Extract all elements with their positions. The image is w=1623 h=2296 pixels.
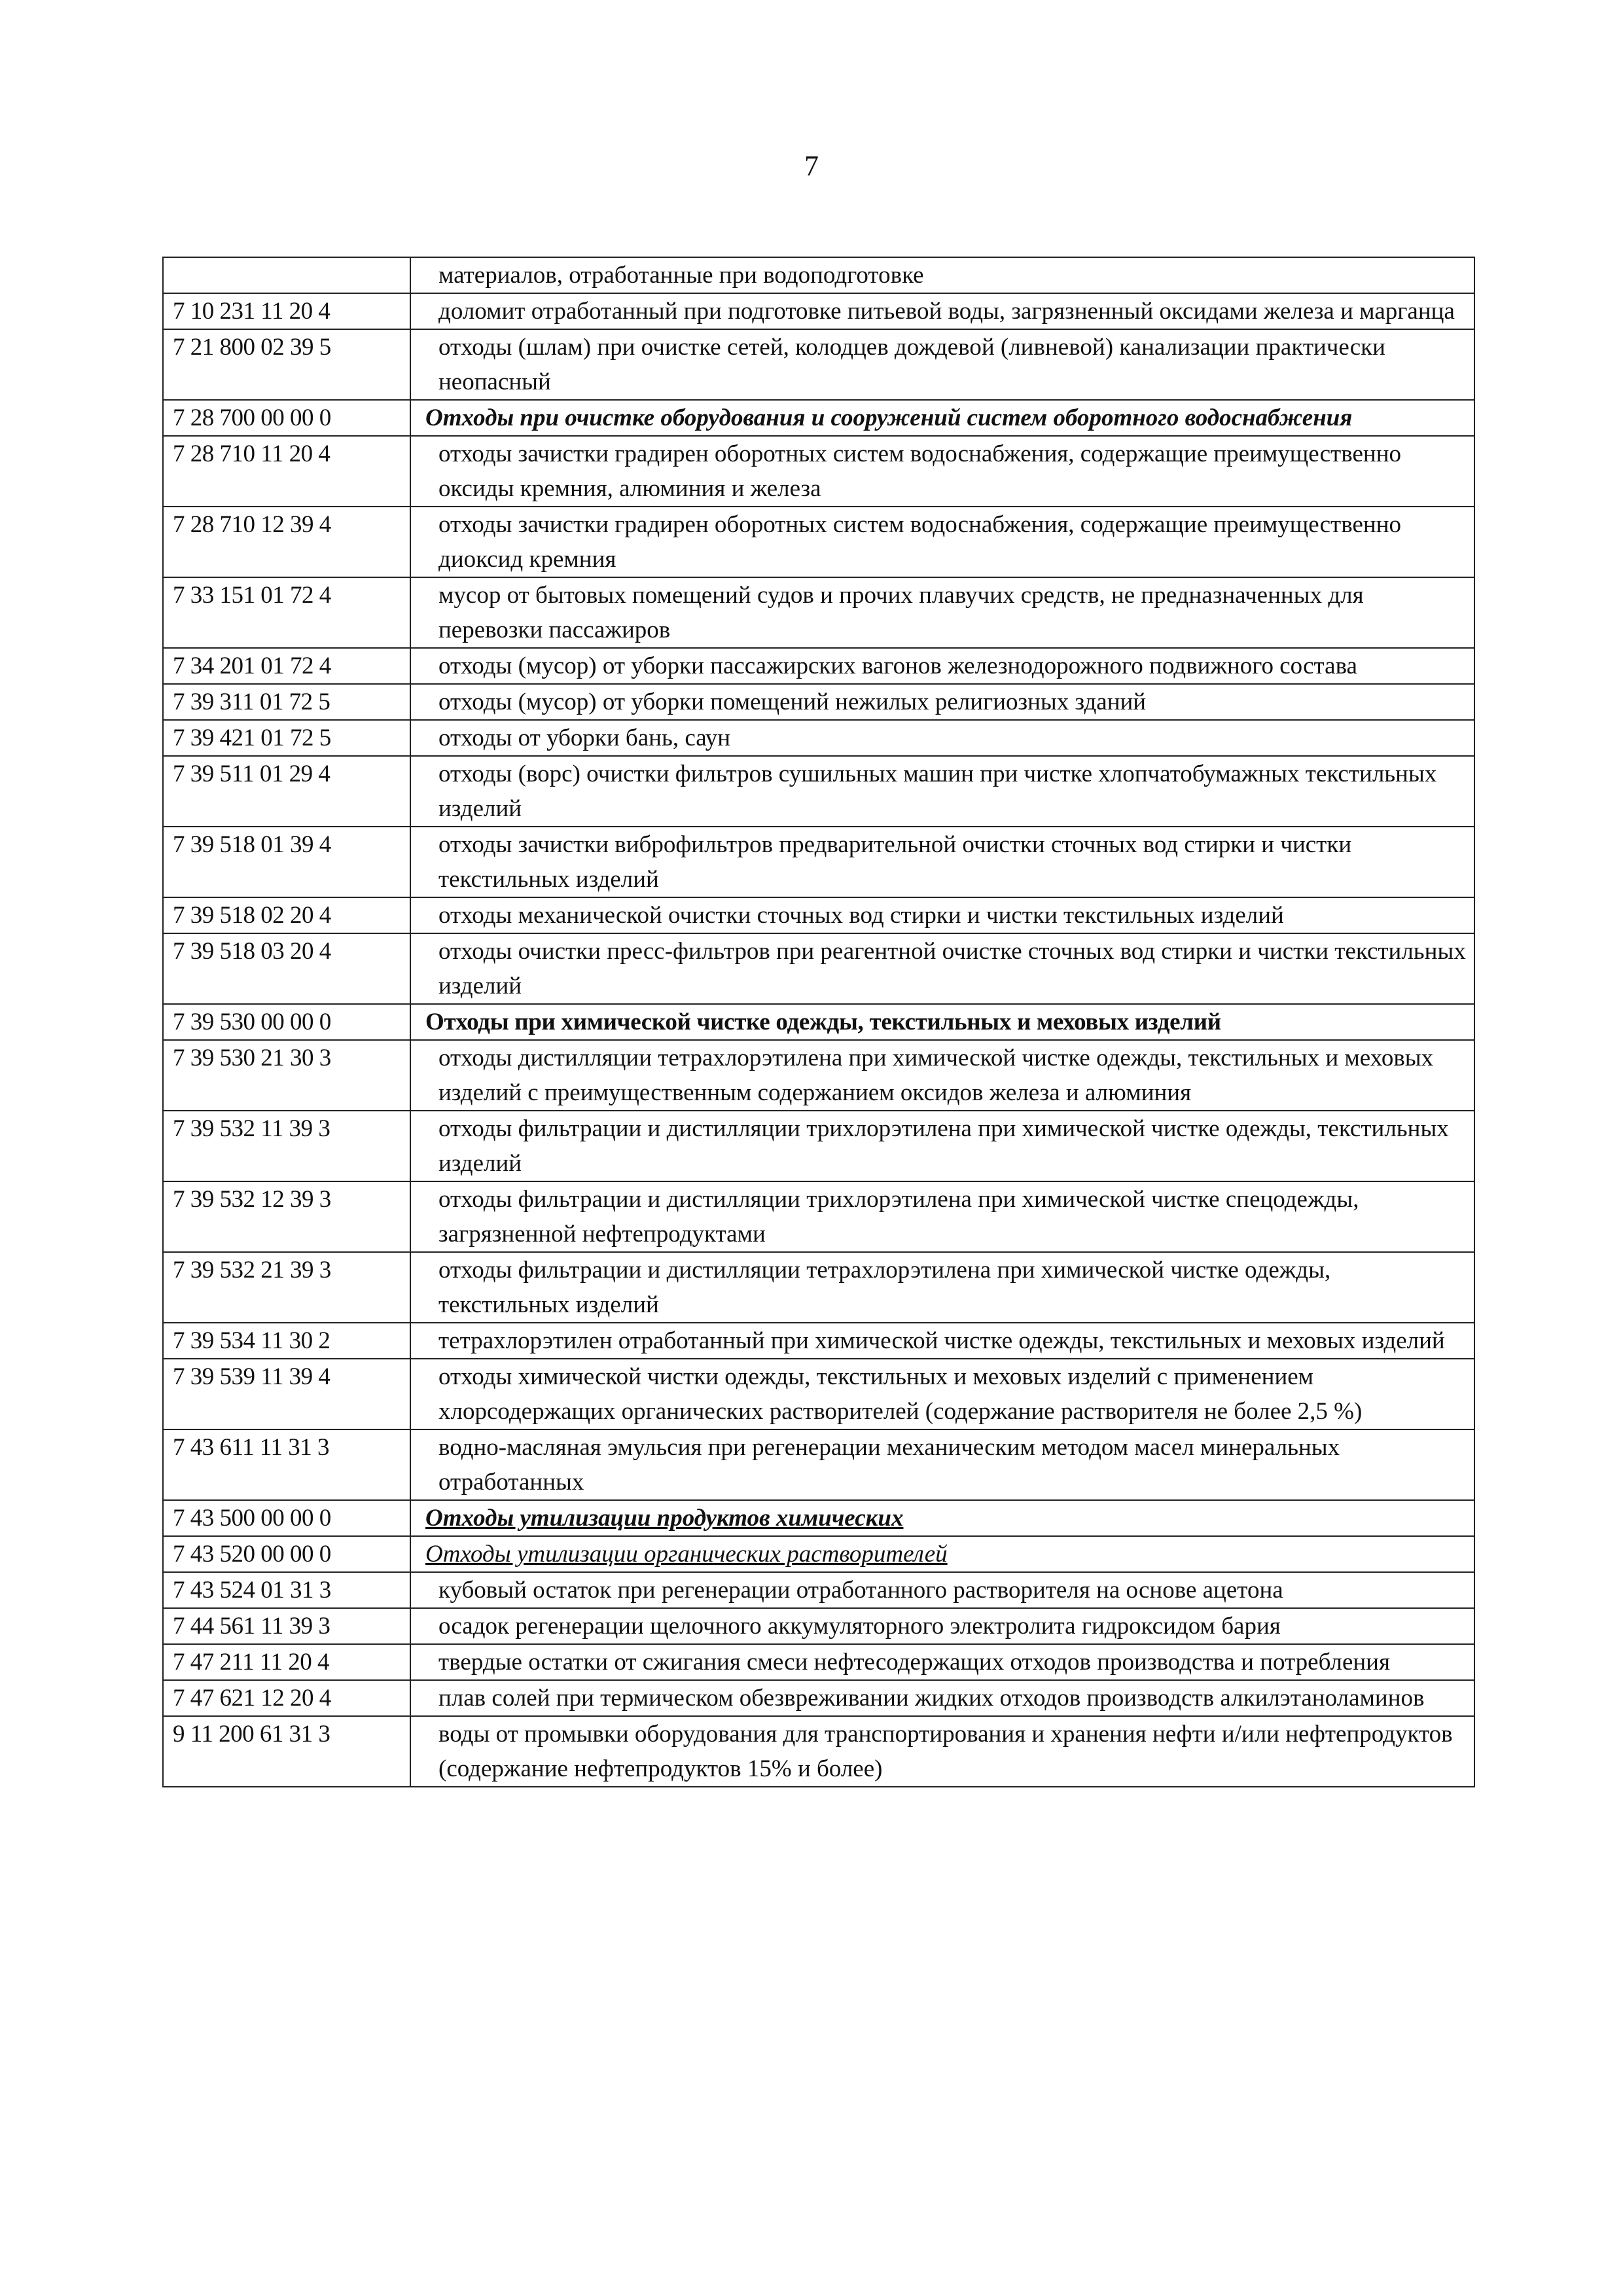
table-row <box>163 1680 1474 1716</box>
table-row <box>163 648 1474 684</box>
waste-code-cell: 7 39 532 12 39 3 <box>163 1181 410 1252</box>
waste-code-cell: 7 33 151 01 72 4 <box>163 577 410 648</box>
waste-description-cell: Отходы при очистке оборудования и сооружений систем оборотного водоснабжения <box>410 400 1474 436</box>
table-row <box>163 400 1474 436</box>
waste-code-cell: 9 11 200 61 31 3 <box>163 1716 410 1787</box>
waste-description-cell: плав солей при термическом обезвреживании жидких отходов производств алкилэтаноламинов <box>410 1680 1474 1716</box>
table-row <box>163 1500 1474 1536</box>
waste-code-cell <box>163 257 410 293</box>
waste-description-cell: отходы зачистки градирен оборотных систем водоснабжения, содержащие преимущественно оксиды кремния, алюминия и железа <box>410 436 1474 507</box>
waste-description-cell: водно-масляная эмульсия при регенерации механическим методом масел минеральных отработанных <box>410 1429 1474 1500</box>
waste-description-cell: отходы зачистки виброфильтров предварительной очистки сточных вод стирки и чистки текстильных изделий <box>410 827 1474 897</box>
waste-description-cell: воды от промывки оборудования для транспортирования и хранения нефти и/или нефтепродуктов (содержание нефтепродуктов 15% и более) <box>410 1716 1474 1787</box>
waste-description-cell: Отходы при химической чистке одежды, текстильных и меховых изделий <box>410 1004 1474 1040</box>
waste-code-cell: 7 39 311 01 72 5 <box>163 684 410 720</box>
waste-code-cell: 7 39 421 01 72 5 <box>163 720 410 756</box>
waste-code-cell: 7 43 524 01 31 3 <box>163 1572 410 1608</box>
waste-code-cell: 7 39 530 00 00 0 <box>163 1004 410 1040</box>
waste-description-cell: тетрахлорэтилен отработанный при химической чистке одежды, текстильных и меховых изделий <box>410 1323 1474 1359</box>
waste-description-cell: материалов, отработанные при водоподготовке <box>410 257 1474 293</box>
waste-code-cell: 7 34 201 01 72 4 <box>163 648 410 684</box>
table-row <box>163 1608 1474 1644</box>
table-row <box>163 933 1474 1004</box>
waste-description-cell: осадок регенерации щелочного аккумуляторного электролита гидроксидом бария <box>410 1608 1474 1644</box>
table-row <box>163 1716 1474 1787</box>
page-number: 7 <box>804 150 819 182</box>
waste-code-cell: 7 39 534 11 30 2 <box>163 1323 410 1359</box>
table-row <box>163 684 1474 720</box>
table-row <box>163 720 1474 756</box>
waste-code-cell: 7 39 518 03 20 4 <box>163 933 410 1004</box>
waste-description-cell: доломит отработанный при подготовке питьевой воды, загрязненный оксидами железа и марганца <box>410 293 1474 329</box>
table-row <box>163 1536 1474 1572</box>
waste-classification-table <box>162 257 1475 1787</box>
waste-description-cell: отходы фильтрации и дистилляции трихлорэтилена при химической чистке одежды, текстильных изделий <box>410 1111 1474 1181</box>
waste-description-cell: Отходы утилизации продуктов химических <box>410 1500 1474 1536</box>
waste-code-cell: 7 39 532 11 39 3 <box>163 1111 410 1181</box>
waste-description-cell: Отходы утилизации органических растворителей <box>410 1536 1474 1572</box>
table-row <box>163 1181 1474 1252</box>
table-row <box>163 257 1474 293</box>
waste-code-cell: 7 28 700 00 00 0 <box>163 400 410 436</box>
table-row <box>163 1111 1474 1181</box>
waste-code-cell: 7 10 231 11 20 4 <box>163 293 410 329</box>
waste-code-cell: 7 39 539 11 39 4 <box>163 1359 410 1429</box>
waste-description-cell: отходы механической очистки сточных вод стирки и чистки текстильных изделий <box>410 897 1474 933</box>
table-row <box>163 827 1474 897</box>
waste-description-cell: отходы (мусор) от уборки помещений нежилых религиозных зданий <box>410 684 1474 720</box>
waste-code-cell: 7 39 518 01 39 4 <box>163 827 410 897</box>
table-row <box>163 1004 1474 1040</box>
table-row <box>163 577 1474 648</box>
waste-code-cell: 7 39 511 01 29 4 <box>163 756 410 827</box>
waste-description-cell: отходы дистилляции тетрахлорэтилена при химической чистке одежды, текстильных и меховых изделий с преимущественным содержанием оксидов железа и алюминия <box>410 1040 1474 1111</box>
table-row <box>163 756 1474 827</box>
waste-description-cell: отходы (ворс) очистки фильтров сушильных машин при чистке хлопчатобумажных текстильных изделий <box>410 756 1474 827</box>
waste-description-cell: отходы зачистки градирен оборотных систем водоснабжения, содержащие преимущественно диоксид кремния <box>410 507 1474 577</box>
table-body <box>163 257 1474 1787</box>
table-row <box>163 293 1474 329</box>
waste-code-cell: 7 39 530 21 30 3 <box>163 1040 410 1111</box>
waste-description-cell: отходы фильтрации и дистилляции трихлорэтилена при химической чистке спецодежды, загрязненной нефтепродуктами <box>410 1181 1474 1252</box>
waste-code-cell: 7 21 800 02 39 5 <box>163 329 410 400</box>
waste-description-cell: твердые остатки от сжигания смеси нефтесодержащих отходов производства и потребления <box>410 1644 1474 1680</box>
waste-code-cell: 7 43 611 11 31 3 <box>163 1429 410 1500</box>
waste-description-cell: отходы (шлам) при очистке сетей, колодцев дождевой (ливневой) канализации практически неопасный <box>410 329 1474 400</box>
waste-code-cell: 7 39 518 02 20 4 <box>163 897 410 933</box>
waste-description-cell: отходы химической чистки одежды, текстильных и меховых изделий с применением хлорсодержащих органических растворителей (содержание растворителя не более 2,5 %) <box>410 1359 1474 1429</box>
waste-code-cell: 7 47 211 11 20 4 <box>163 1644 410 1680</box>
table-row <box>163 1572 1474 1608</box>
table-row <box>163 436 1474 507</box>
table-row <box>163 897 1474 933</box>
waste-description-cell: кубовый остаток при регенерации отработанного растворителя на основе ацетона <box>410 1572 1474 1608</box>
waste-description-cell: отходы от уборки бань, саун <box>410 720 1474 756</box>
waste-code-cell: 7 39 532 21 39 3 <box>163 1252 410 1323</box>
waste-description-cell: отходы (мусор) от уборки пассажирских вагонов железнодорожного подвижного состава <box>410 648 1474 684</box>
table-row <box>163 1323 1474 1359</box>
table-row <box>163 507 1474 577</box>
waste-description-cell: отходы очистки пресс-фильтров при реагентной очистке сточных вод стирки и чистки текстильных изделий <box>410 933 1474 1004</box>
table-row <box>163 1359 1474 1429</box>
waste-code-cell: 7 44 561 11 39 3 <box>163 1608 410 1644</box>
table-row <box>163 1252 1474 1323</box>
table-row <box>163 1644 1474 1680</box>
waste-description-cell: мусор от бытовых помещений судов и прочих плавучих средств, не предназначенных для перевозки пассажиров <box>410 577 1474 648</box>
table-row <box>163 1429 1474 1500</box>
waste-code-cell: 7 43 520 00 00 0 <box>163 1536 410 1572</box>
waste-code-cell: 7 43 500 00 00 0 <box>163 1500 410 1536</box>
table-row <box>163 329 1474 400</box>
table-row <box>163 1040 1474 1111</box>
waste-description-cell: отходы фильтрации и дистилляции тетрахлорэтилена при химической чистке одежды, текстильных изделий <box>410 1252 1474 1323</box>
waste-code-cell: 7 28 710 12 39 4 <box>163 507 410 577</box>
waste-code-cell: 7 28 710 11 20 4 <box>163 436 410 507</box>
waste-code-cell: 7 47 621 12 20 4 <box>163 1680 410 1716</box>
